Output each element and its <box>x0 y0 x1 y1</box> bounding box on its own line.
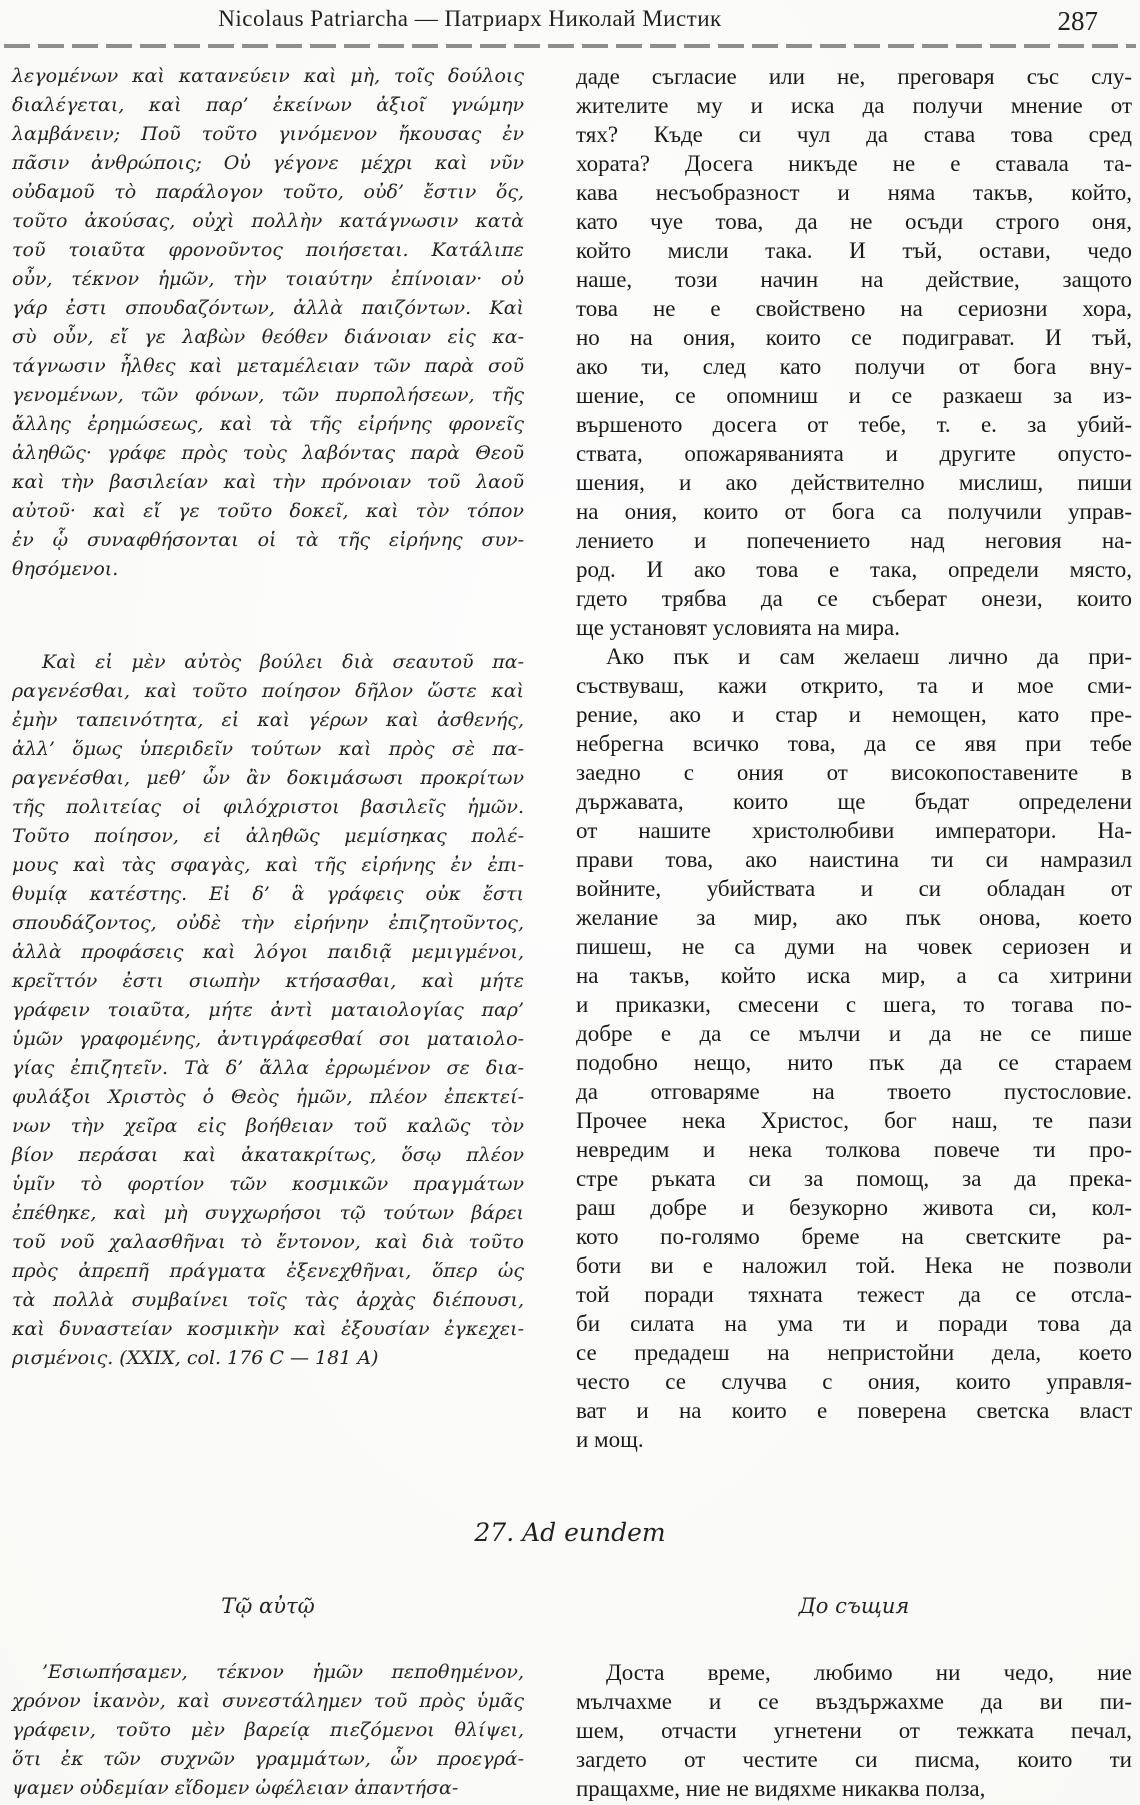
text-line: от нашите христолюбиви императори. На- <box>576 818 1132 843</box>
greek-letter-27-text <box>12 1658 524 1803</box>
text-line: шение, се опомниш и се разкаеш за из- <box>576 383 1132 408</box>
page-number: 287 <box>1057 6 1098 36</box>
text-line: τοῦ νοῦ χαλασθῆναι τὸ ἔντονον, καὶ διὰ τοῦτο <box>12 1231 524 1253</box>
text-line: ὑμῶν γραφομένης, ἀντιγράφεσθαί σοι ματαιολο- <box>12 1028 524 1050</box>
text-line: шем, отчасти угнетени от тежката печал, <box>576 1718 1132 1743</box>
text-line: да отговаряме на твоето пустословие. <box>576 1079 1132 1104</box>
text-line: ват и на които е поверена светска власт <box>576 1398 1132 1423</box>
text-line: би силата на ума ти и поради това да <box>576 1311 1132 1336</box>
text-line: войните, убийствата и си обладан от <box>576 876 1132 901</box>
text-line: Доста време, любимо ни чедо, ние <box>606 1660 1132 1685</box>
text-line: θυμίᾳ κατέστης. Εἰ δ’ ἃ γράφεις οὐκ ἔστι <box>12 883 524 905</box>
text-line: съствуваш, кажи открито, та и мое сми- <box>576 673 1132 698</box>
text-line: лението и попечението над неговия на- <box>576 528 1132 553</box>
text-line: ако ти, след като получи от бога вну- <box>576 354 1132 379</box>
text-line: даде съгласие или не, преговаря със слу- <box>576 64 1132 89</box>
text-line: често се случва с ония, които управля- <box>576 1369 1132 1394</box>
paragraph <box>12 1658 524 1803</box>
text-line: тях? Къде си чул да става това сред <box>576 122 1132 147</box>
page-header <box>0 6 1140 40</box>
text-line: пишеш, не са думи на човек сериозен и <box>576 934 1132 959</box>
text-line: хората? Досега никъде не е ставала та- <box>576 151 1132 176</box>
text-line: βίον περάσαι καὶ ἀκατακρίτως, ὅσῳ πλέον <box>12 1144 524 1166</box>
text-line: νων τὴν χεῖρα εἰς βοήθειαν τοῦ καλῶς τὸν <box>12 1115 524 1137</box>
text-line: λαμβάνειν; Ποῦ τοῦτο γινόμενον ἤκουσας ἐν <box>12 123 524 145</box>
text-line: ὅτι ἐκ τῶν συχνῶν γραμμάτων, ὧν προεγρά- <box>12 1748 524 1770</box>
text-line: род. И ако това е така, определи място, <box>576 557 1132 582</box>
text-line: τοῦ τοιαῦτα φρονοῦντος ποιήσεται. Κατάλιπε <box>12 239 524 261</box>
text-line: καὶ δυναστείαν κοσμικὴν καὶ ἐξουσίαν ἐγκεχει- <box>12 1318 524 1340</box>
text-line: раш добре и безукорно живота си, кол- <box>576 1195 1132 1220</box>
text-line: πᾶσιν ἀνθρώποις; Οὐ γέγονε μέχρι καὶ νῦν <box>12 152 524 174</box>
text-line: като чуе това, да не осъди строго оня, <box>576 209 1132 234</box>
text-line: вършеното досега от тебе, т. е. за убий- <box>576 412 1132 437</box>
text-line: σὺ οὖν, εἴ γε λαβὼν θεόθεν διάνοιαν εἰς κα- <box>12 326 524 348</box>
text-line: λεγομένων καὶ κατανεύειν καὶ μὴ, τοῖς δούλοις <box>12 65 524 87</box>
text-line: ἐν ᾧ συναφθήσονται οἱ τὰ τῆς εἰρήνης συν- <box>12 529 524 551</box>
text-line: γάρ ἐστι σπουδαζόντων, ἀλλὰ παιζόντων. Καὶ <box>12 297 524 319</box>
text-line: ἐπέθηκε, καὶ μὴ συγχωρήσοι τῷ τούτων βάρει <box>12 1202 524 1224</box>
text-line: заедно с ония от високопоставените в <box>576 760 1132 785</box>
text-line: това не е свойствено на сериозни хора, <box>576 296 1132 321</box>
text-line: кото по-голямо бреме на светските ра- <box>576 1224 1132 1249</box>
text-line: Καὶ εἰ μὲν αὐτὸς βούλει διὰ σεαυτοῦ πα- <box>42 651 524 673</box>
text-line: ще установят условията на мира. <box>576 615 900 640</box>
text-line: жителите му и иска да получи мнение от <box>576 93 1132 118</box>
text-line: стре ръката си за помощ, за да прека- <box>576 1166 1132 1191</box>
text-line: кава несъобразност и няма такъв, който, <box>576 180 1132 205</box>
text-line: γράφειν τοιαῦτα, μήτε ἀντὶ ματαιολογίας παρ’ <box>12 999 524 1021</box>
paragraph <box>576 62 1132 642</box>
text-line: ἄλλης ἐρημώσεως, καὶ τὰ τῆς εἰρήνης φρονεῖς <box>12 413 524 435</box>
text-line: добре е да се мълчи и да не се пише <box>576 1021 1132 1046</box>
text-line: прави това, ако наистина ти си намразил <box>576 847 1132 872</box>
text-line: κρεῖττόν ἐστι σιωπὴν κτήσασθαι, καὶ μήτε <box>12 970 524 992</box>
text-line: рение, ако и стар и немощен, като пре- <box>576 702 1132 727</box>
text-line: но на ония, които се подиграват. И тъй, <box>576 325 1132 350</box>
text-line: διαλέγεται, καὶ παρ’ ἐκείνων ἀξιοῖ γνώμην <box>12 94 524 116</box>
text-line: се предадеш на непристойни дела, което <box>576 1340 1132 1365</box>
text-line: който мисли така. И тъй, остави, чедо <box>576 238 1132 263</box>
text-line: ἐμὴν ταπεινότητα, εἰ καὶ γέρων καὶ ἀσθενής, <box>12 709 524 731</box>
text-line: ψαμεν οὐδεμίαν εἴδομεν ὠφέλειαν ἀπαντήσα- <box>12 1777 459 1799</box>
text-line: небрегна всичко това, да се явя при тебе <box>576 731 1132 756</box>
text-line: τὰ πολλὰ συμβαίνει τοῖς τὰς ἀρχὰς διέπουσι, <box>12 1289 524 1311</box>
text-line: οὐδαμοῦ τὸ παράλογον τοῦτο, οὐδ’ ἔστιν ὅς, <box>12 181 524 203</box>
text-line: шения, и ако действително мислиш, пиши <box>576 470 1132 495</box>
text-line: ἀλλ’ ὅμως ὑπεριδεῖν τούτων καὶ πρὸς σὲ πα- <box>12 738 524 760</box>
text-line: невредим и нека толкова повече ти про- <box>576 1137 1132 1162</box>
text-line: γράφειν, τοῦτο μὲν βαρείᾳ πιεζόμενοι θλίψει, <box>12 1719 524 1741</box>
section-heading: 27. Ad eundem <box>474 1518 666 1547</box>
text-line: Прочее нека Христос, бог наш, те пази <box>576 1108 1132 1133</box>
text-line: θησόμενοι. <box>12 558 119 580</box>
text-line: οὖν, τέκνον ἡμῶν, τὴν τοιαύτην ἐπίνοιαν· οὐ <box>12 268 524 290</box>
text-line: ἀληθῶς· γράφε πρὸς τοὺς λαβόντας παρὰ Θεοῦ <box>12 442 524 464</box>
header-rule <box>4 44 1136 48</box>
text-line: подобно нещо, нито пък да се стараем <box>576 1050 1132 1075</box>
text-line: боти ви е наложил той. Нека не позволи <box>576 1253 1132 1278</box>
paragraph <box>12 62 524 584</box>
text-line: той поради тяхната тежест да се отсла- <box>576 1282 1132 1307</box>
running-title: Nicolaus Patriarcha — Патриарх Николай Мистик <box>218 6 722 31</box>
text-line: τοῦτο ἀκούσας, οὐχὶ πολλὴν κατάγνωσιν κατὰ <box>12 210 524 232</box>
text-line: ὑμῖν τὸ φορτίον τῶν κοσμικῶν πραγμάτων <box>12 1173 524 1195</box>
text-line: γίας ἐπιζητεῖν. Τὰ δ’ ἄλλα ἐρρωμένον σε δια- <box>12 1057 524 1079</box>
text-line: ρισμένοις. (XXIX, col. 176 C — 181 A) <box>12 1347 379 1369</box>
text-line: σπουδάζοντος, οὐδὲ τὴν εἰρήνην ἐπιζητοῦντος, <box>12 912 524 934</box>
text-line: пращахме, ние не видяхме никаква полза, <box>576 1776 986 1801</box>
text-line: гдето трябва да се съберат онези, които <box>576 586 1132 611</box>
paragraph <box>12 648 524 1373</box>
text-line: ствата, опожаряванията и другите опусто- <box>576 441 1132 466</box>
text-line: ραγενέσθαι, καὶ τοῦτο ποίησον δῆλον ὥστε καὶ <box>12 680 524 702</box>
paragraph <box>576 642 1132 1454</box>
text-line: наше, този начин на действие, защото <box>576 267 1132 292</box>
text-line: τάγνωσιν ἦλθες καὶ μεταμέλειαν τῶν παρὰ σοῦ <box>12 355 524 377</box>
bulgarian-letter-27-text <box>576 1658 1132 1803</box>
text-line: загдето от честите си писма, които ти <box>576 1747 1132 1772</box>
text-line: и приказки, смесени с шега, то тогава по- <box>576 992 1132 1017</box>
text-line: ραγενέσθαι, μεθ’ ὧν ἂν δοκιμάσωσι προκρίτων <box>12 767 524 789</box>
text-line: καὶ τὴν βασιλείαν καὶ τὴν πρόνοιαν τοῦ λαοῦ <box>12 471 524 493</box>
text-line: φυλάξοι Χριστὸς ὁ Θεὸς ἡμῶν, πλέον ἐπεκτεί- <box>12 1086 524 1108</box>
text-line: на ония, които от бога са получили управ- <box>576 499 1132 524</box>
text-line: χρόνον ἱκανὸν, καὶ συνεστάλημεν τοῦ πρὸς ὑμᾶς <box>12 1690 524 1712</box>
text-line: и мощ. <box>576 1427 644 1452</box>
text-line: Ако пък и сам желаеш лично да при- <box>606 644 1132 669</box>
text-line: αὐτοῦ· καὶ εἴ γε τοῦτο δοκεῖ, καὶ τὸν τόπον <box>12 500 524 522</box>
text-line: ’Εσιωπήσαμεν, τέκνον ἡμῶν πεποθημένον, <box>42 1661 524 1683</box>
greek-subheading: Τῷ αὐτῷ <box>221 1594 315 1618</box>
bulgarian-text-column <box>576 62 1132 1454</box>
text-line: мълчахме и се въздържахме да ви пи- <box>576 1689 1132 1714</box>
text-line: Τοῦτο ποίησον, εἰ ἀληθῶς μεμίσηκας πολέ- <box>12 825 524 847</box>
text-line: държавата, които ще бъдат определени <box>576 789 1132 814</box>
paragraph <box>576 1658 1132 1803</box>
text-line: μους καὶ τὰς σφαγὰς, καὶ τῆς εἰρήνης ἐν ἐπι- <box>12 854 524 876</box>
text-line: ἀλλὰ προφάσεις καὶ λόγοι παιδιᾷ μεμιγμένοι, <box>12 941 524 963</box>
text-line: πρὸς ἀπρεπῆ πράγματα ἐξενεχθῆναι, ὅπερ ὡς <box>12 1260 524 1282</box>
text-line: желание за мир, ако пък онова, което <box>576 905 1132 930</box>
text-line: на такъв, който иска мир, а са хитрини <box>576 963 1132 988</box>
text-line: γενομένων, τῶν φόνων, τῶν πυρπολήσεων, τῆς <box>12 384 524 406</box>
bulgarian-subheading: До същия <box>798 1594 910 1618</box>
text-line: τῆς πολιτείας οἱ φιλόχριστοι βασιλεῖς ἡμῶν. <box>12 796 524 818</box>
greek-text-column <box>12 62 524 1373</box>
